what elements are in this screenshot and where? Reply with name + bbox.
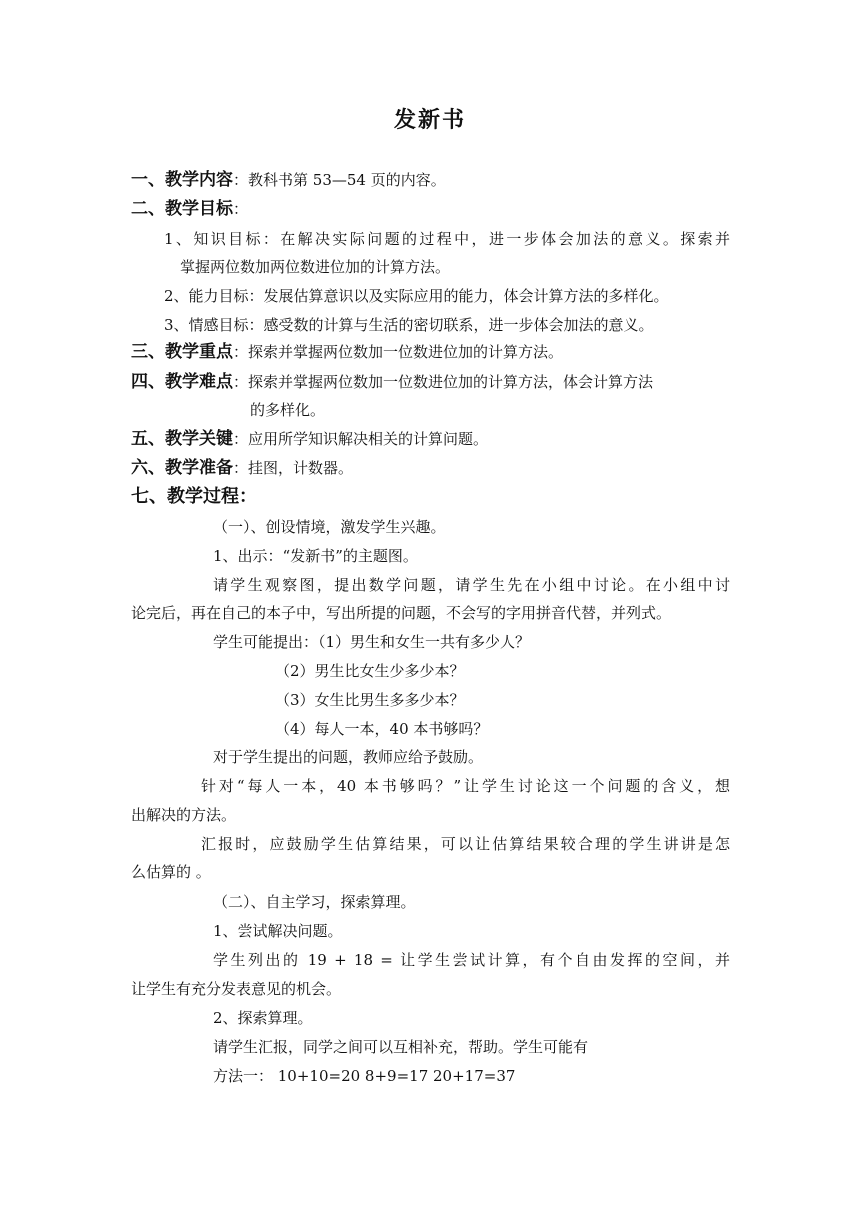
goal-ability: 2、能力目标：发展估算意识以及实际应用的能力，体会计算方法的多样化。 (164, 287, 669, 305)
section-difficult-point: 四、教学难点：探索并掌握两位数加一位数进位加的计算方法，体会计算方法 (131, 372, 654, 392)
paragraph-line: 针对“每人一本，40 本书够吗？”让学生讨论这一个问题的含义，想 (201, 777, 730, 795)
section-key-point: 三、教学重点：探索并掌握两位数加一位数进位加的计算方法。 (131, 342, 564, 362)
section-heading: 六、教学准备 (131, 458, 233, 478)
section-heading: 二、教学目标 (131, 199, 233, 219)
question-item: 学生可能提出：（1）男生和女生一共有多少人？ (213, 633, 531, 651)
question-item: （4）每人一本，40 本书够吗？ (275, 720, 489, 738)
section-heading: 三、教学重点 (131, 342, 233, 362)
section-difficult-point-cont: 的多样化。 (250, 401, 326, 419)
section-preparation: 六、教学准备：挂图，计数器。 (131, 458, 354, 478)
paragraph-line: 让学生有充分发表意见的机会。 (131, 980, 342, 998)
section-text: 探索并掌握两位数加一位数进位加的计算方法。 (248, 343, 564, 361)
paragraph-line: 么估算的 。 (131, 863, 211, 881)
section-teaching-content: 一、教学内容：教科书第 53—54 页的内容。 (131, 170, 446, 190)
paragraph: 请学生汇报，同学之间可以互相补充，帮助。学生可能有 (213, 1038, 589, 1056)
paragraph-line: 学生列出的 19 + 18 = 让学生尝试计算，有个自由发挥的空间，并 (213, 951, 730, 969)
section-heading: 五、教学关键 (131, 429, 233, 449)
goal-knowledge-line2: 掌握两位数加两位数进位加的计算方法。 (180, 258, 451, 276)
paragraph-line: 请学生观察图，提出数学问题，请学生先在小组中讨论。在小组中讨 (213, 576, 730, 594)
paragraph: 1、尝试解决问题。 (213, 922, 343, 940)
section-text: 教科书第 53—54 页的内容。 (248, 171, 446, 189)
method-one: 方法一： 10+10=20 8+9=17 20+17=37 (213, 1067, 516, 1085)
question-item: （3）女生比男生多多少本？ (275, 691, 465, 709)
paragraph-line: 出解决的方法。 (131, 806, 237, 824)
section-teaching-goals: 二、教学目标： (131, 199, 249, 219)
goal-knowledge-line1: 1、知识目标：在解决实际问题的过程中，进一步体会加法的意义。探索并 (164, 230, 730, 248)
document-title: 发新书 (393, 108, 466, 133)
section-heading: 七、教学过程： (131, 486, 257, 507)
step-one-heading: （一）、创设情境，激发学生兴趣。 (213, 518, 446, 536)
section-heading: 四、教学难点 (131, 372, 233, 392)
paragraph: 2、探索算理。 (213, 1009, 313, 1027)
section-text: 挂图，计数器。 (248, 459, 354, 477)
paragraph-line: 汇报时，应鼓励学生估算结果，可以让估算结果较合理的学生讲讲是怎 (201, 835, 730, 853)
question-item: （2）男生比女生少多少本？ (275, 662, 465, 680)
paragraph-line: 论完后，再在自己的本子中，写出所提的问题，不会写的字用拼音代替，并列式。 (131, 604, 672, 622)
section-text: 探索并掌握两位数加一位数进位加的计算方法，体会计算方法 (248, 373, 654, 391)
section-text: 应用所学知识解决相关的计算问题。 (248, 430, 489, 448)
step-two-heading: （二）、自主学习，探索算理。 (213, 893, 416, 911)
section-key-link: 五、教学关键：应用所学知识解决相关的计算问题。 (131, 429, 489, 449)
goal-emotion: 3、情感目标：感受数的计算与生活的密切联系，进一步体会加法的意义。 (164, 316, 654, 334)
paragraph: 对于学生提出的问题，教师应给予鼓励。 (213, 748, 484, 766)
paragraph: 1、出示：“发新书”的主题图。 (213, 547, 418, 565)
section-process (131, 487, 257, 507)
section-heading: 一、教学内容 (131, 170, 233, 190)
